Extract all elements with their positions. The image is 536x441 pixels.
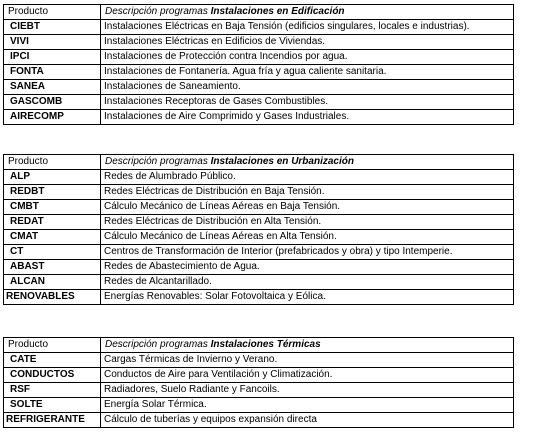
header-descripcion [101, 155, 514, 170]
table-header-row [4, 5, 514, 20]
header-producto: Producto [4, 338, 101, 353]
table-row [4, 65, 514, 80]
product-description: Instalaciones Eléctricas en Baja Tensión (edificios singulares, locales e industrias). [101, 20, 514, 35]
product-description: Redes de Alumbrado Público. [101, 170, 514, 185]
product-description: Redes Eléctricas de Distribución en Alta Tensión. [101, 215, 514, 230]
product-code: GASCOMB [4, 95, 101, 110]
product-code: REDBT [4, 185, 101, 200]
header-descripcion [101, 5, 514, 20]
product-code: CMAT [4, 230, 101, 245]
table-row [4, 398, 514, 413]
product-description: Radiadores, Suelo Radiante y Fancoils. [101, 383, 514, 398]
table-row [4, 35, 514, 50]
table-row [4, 230, 514, 245]
product-code: RSF [4, 383, 101, 398]
product-description: Cálculo de tuberías y equipos expansión directa [101, 413, 514, 428]
product-description: Energía Solar Térmica. [101, 398, 514, 413]
product-description: Energías Renovables: Solar Fotovoltaica y Eólica. [101, 290, 514, 305]
product-description: Redes de Abastecimiento de Agua. [101, 260, 514, 275]
product-description: Centros de Transformación de Interior (prefabricados y obra) y tipo Intemperie. [101, 245, 514, 260]
product-description: Redes Eléctricas de Distribución en Baja Tensión. [101, 185, 514, 200]
table-row [4, 413, 514, 428]
product-code: AIRECOMP [4, 110, 101, 125]
table-row [4, 170, 514, 185]
table-header-row [4, 338, 514, 353]
product-description: Cálculo Mecánico de Líneas Aéreas en Alta Tensión. [101, 230, 514, 245]
product-code: SANEA [4, 80, 101, 95]
product-description: Instalaciones de Protección contra Incendios por agua. [101, 50, 514, 65]
header-desc-prefix: Descripción programas [105, 156, 211, 167]
table-row [4, 245, 514, 260]
table-row [4, 185, 514, 200]
header-desc-prefix: Descripción programas [105, 339, 211, 350]
product-code: CT [4, 245, 101, 260]
product-description: Cálculo Mecánico de Líneas Aéreas en Baja Tensión. [101, 200, 514, 215]
product-description: Instalaciones de Aire Comprimido y Gases Industriales. [101, 110, 514, 125]
product-description: Instalaciones Eléctricas en Edificios de Viviendas. [101, 35, 514, 50]
product-code: REFRIGERANTE [4, 413, 101, 428]
table-row [4, 260, 514, 275]
product-code: CATE [4, 353, 101, 368]
header-desc-category: Instalaciones Térmicas [210, 339, 321, 350]
product-code: CONDUCTOS [4, 368, 101, 383]
product-code: FONTA [4, 65, 101, 80]
table-termicas [3, 337, 514, 428]
product-description: Conductos de Aire para Ventilación y Climatización. [101, 368, 514, 383]
product-code: ALP [4, 170, 101, 185]
table-row [4, 50, 514, 65]
header-producto: Producto [4, 5, 101, 20]
table-row [4, 20, 514, 35]
header-producto: Producto [4, 155, 101, 170]
product-code: CMBT [4, 200, 101, 215]
product-code: IPCI [4, 50, 101, 65]
product-code: VIVI [4, 35, 101, 50]
product-code: CIEBT [4, 20, 101, 35]
table-row [4, 383, 514, 398]
table-row [4, 215, 514, 230]
header-desc-category: Instalaciones en Urbanización [210, 156, 354, 167]
product-code: ABAST [4, 260, 101, 275]
header-desc-prefix: Descripción programas [105, 6, 211, 17]
header-descripcion [101, 338, 514, 353]
table-header-row [4, 155, 514, 170]
table-row [4, 200, 514, 215]
table-urbanizacion [3, 154, 514, 305]
product-code: RENOVABLES [4, 290, 101, 305]
product-code: SOLTE [4, 398, 101, 413]
table-row [4, 80, 514, 95]
product-code: ALCAN [4, 275, 101, 290]
product-description: Instalaciones Receptoras de Gases Combustibles. [101, 95, 514, 110]
table-edificacion [3, 4, 514, 125]
table-row [4, 95, 514, 110]
header-desc-category: Instalaciones en Edificación [210, 6, 345, 17]
table-row [4, 275, 514, 290]
table-row [4, 353, 514, 368]
product-description: Instalaciones de Fontanería. Agua fría y agua caliente sanitaria. [101, 65, 514, 80]
product-description: Cargas Térmicas de Invierno y Verano. [101, 353, 514, 368]
product-code: REDAT [4, 215, 101, 230]
table-row [4, 368, 514, 383]
product-description: Instalaciones de Saneamiento. [101, 80, 514, 95]
product-description: Redes de Alcantarillado. [101, 275, 514, 290]
table-row [4, 290, 514, 305]
table-row [4, 110, 514, 125]
